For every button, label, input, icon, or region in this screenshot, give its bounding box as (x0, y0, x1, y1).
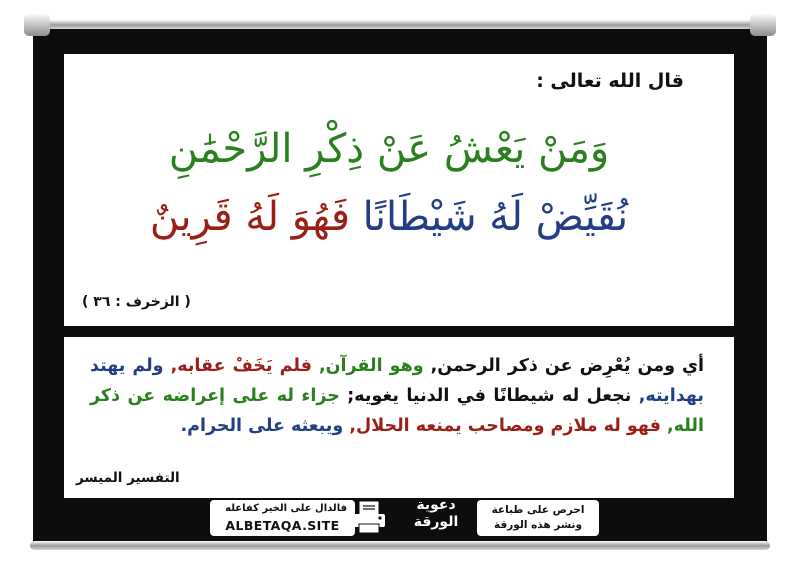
dal-text: فالدال على الخير كفاعله (225, 503, 347, 514)
tafsir-segment: فهو له ملازم ومصاحب يمنعه الحلال, (343, 416, 661, 436)
verse-line-2 (84, 194, 694, 240)
intro-text: قال الله تعالى : (536, 70, 684, 92)
verse-line-2-blue: نُقَيِّضْ لَهُ شَيْطَانًا (362, 194, 629, 240)
print-badge (477, 500, 599, 536)
verse-line-1: وَمَنْ يَعْشُ عَنْ ذِكْرِ الرَّحْمَٰنِ (168, 126, 610, 172)
print-text-1: احرص على طباعة (491, 504, 585, 516)
tafsir-text (90, 351, 704, 441)
bottom-bar (30, 541, 770, 550)
right-corner-cap (750, 14, 776, 36)
top-bar (30, 20, 770, 29)
site-badge (210, 500, 355, 536)
tafsir-source: التفسير الميسر (76, 470, 180, 486)
logo-line-1: دعوية (416, 497, 456, 513)
print-text-2: ونشر هذه الورقة (494, 519, 582, 531)
site-url[interactable]: ALBETAQA.SITE (225, 518, 340, 533)
verse-panel (64, 54, 734, 326)
tafsir-panel (64, 337, 734, 498)
tafsir-segment: ولم يهتد بهدايته, (90, 356, 704, 406)
tafsir-segment: جزاء له على إعراضه عن ذكر الله, (90, 386, 704, 436)
tafsir-segment: نجعل له شيطانًا في الدنيا يغويه; (339, 386, 632, 406)
tafsir-segment: فلم يَخَفْ عقابه, (163, 356, 312, 376)
printer-icon (350, 500, 388, 536)
tafsir-segment: أي ومن يُعْرِض عن ذكر الرحمن, (423, 356, 705, 376)
verse-line-2-red: فَهُوَ لَهُ قَرِينٌ (149, 194, 350, 240)
left-corner-cap (24, 14, 50, 36)
verse-reference: ( الزخرف : ٣٦ ) (82, 294, 191, 310)
tafsir-segment: ويبعثه على الحرام. (180, 416, 344, 436)
logo-line-2: الورقة (413, 514, 459, 530)
tafsir-segment: وهو القرآن, (311, 356, 424, 376)
logo (408, 497, 464, 539)
